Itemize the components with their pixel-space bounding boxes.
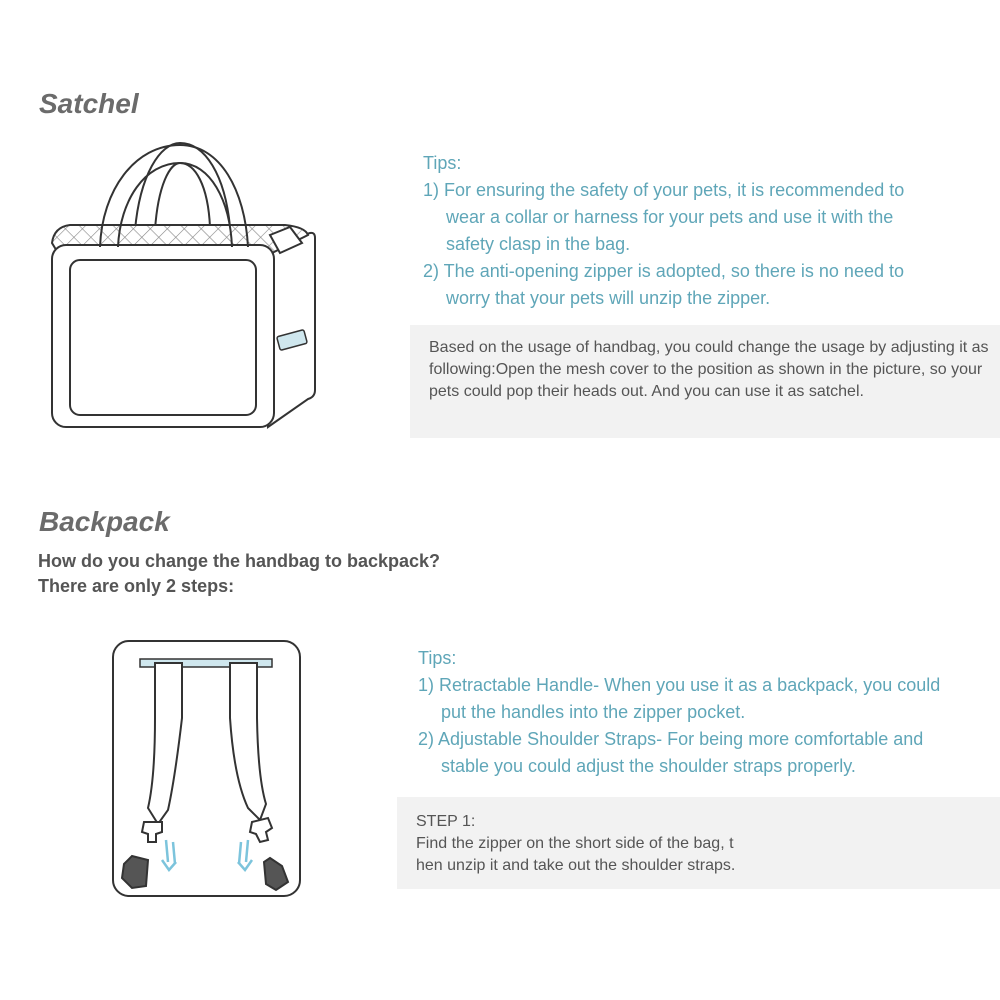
arrow-down-icon bbox=[160, 838, 185, 873]
backpack-tip-1: 1) Retractable Handle- When you use it as a backpack, you could put the handles into the zipper pocket. bbox=[418, 675, 941, 722]
backpack-tips-title: Tips: bbox=[418, 648, 457, 668]
backpack-tips-list bbox=[418, 672, 948, 780]
satchel-tip-2: 2) The anti-opening zipper is adopted, so there is no need to worry that your pets will unzip the zipper. bbox=[423, 261, 904, 308]
satchel-note-text: Based on the usage of handbag, you could change the usage by adjusting it as following:Open the mesh cover to the position as shown in the picture, so your pets could pop their heads out. And you can use it as satchel. bbox=[429, 339, 989, 400]
step-text-line-1: Find the zipper on the short side of the bag, t bbox=[416, 835, 734, 852]
satchel-tip-1: 1) For ensuring the safety of your pets, it is recommended to wear a collar or harness for your pets and use it with the safety clasp in the bag. bbox=[423, 180, 905, 254]
step-label: STEP 1: bbox=[416, 813, 476, 830]
step-box bbox=[397, 797, 1000, 889]
satchel-note-box bbox=[410, 325, 1000, 438]
backpack-tip-2: 2) Adjustable Shoulder Straps- For being more comfortable and stable you could adjust the shoulder straps properly. bbox=[418, 729, 924, 776]
backpack-question: How do you change the handbag to backpack? bbox=[38, 551, 441, 571]
step-text-line-2: hen unzip it and take out the shoulder straps. bbox=[416, 857, 736, 874]
satchel-tips-list bbox=[423, 177, 943, 312]
backpack-title: Backpack bbox=[39, 506, 170, 537]
satchel-title: Satchel bbox=[39, 88, 139, 119]
backpack-steps-intro: There are only 2 steps: bbox=[38, 576, 235, 596]
arrow-down-icon bbox=[230, 838, 255, 873]
satchel-bag-illustration bbox=[40, 135, 330, 435]
backpack-straps-illustration bbox=[110, 638, 305, 900]
satchel-tips-title: Tips: bbox=[423, 153, 462, 173]
